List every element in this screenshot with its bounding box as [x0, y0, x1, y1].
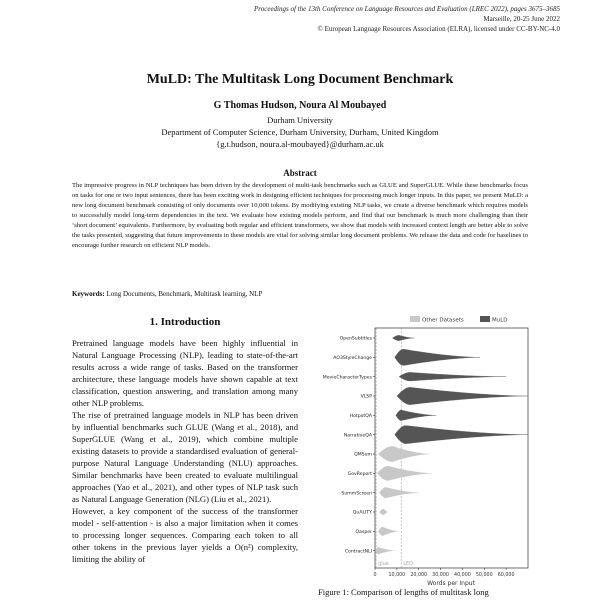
category-label: QMSum: [354, 452, 372, 458]
violin-VLSP: [397, 387, 528, 404]
violin-NarrativeQA: [395, 426, 528, 444]
keywords-label: Keywords:: [72, 290, 105, 298]
legend-label-muld: MuLD: [492, 317, 508, 324]
proceedings-line: Proceedings of the 13th Conference on Language Resources and Evaluation (LREC 2022), pages 3675–3685: [253, 5, 560, 13]
figure-caption: Figure 1: Comparison of lengths of multitask long: [318, 587, 489, 597]
violin-OpenSubtitles: [392, 335, 414, 340]
x-tick-label: 60,000: [497, 573, 515, 578]
violin-QMSum: [378, 446, 429, 461]
violin-Qasper: [378, 527, 399, 536]
x-tick-label: 30,000: [432, 573, 449, 578]
legend: [410, 316, 508, 324]
category-label: GovReport: [347, 472, 372, 478]
proceedings-header: [254, 4, 560, 34]
keywords-list: Long Documents, Benchmark, Multitask learning, NLP: [106, 290, 263, 298]
x-axis-label: Words per Input: [427, 580, 475, 587]
section-heading: 1. Introduction: [149, 316, 221, 328]
category-label: QuALITY: [352, 510, 372, 516]
affiliation-department: Department of Computer Science, Durham University, Durham, United Kingdom: [161, 127, 439, 137]
violin-chart: [318, 310, 530, 588]
category-label: MovieCharacterTypes: [322, 375, 372, 381]
category-label: AO3StyleChange: [333, 356, 372, 362]
violin-HotpotQA: [396, 410, 436, 421]
x-tick-label: 10,000: [388, 573, 406, 578]
category-label: SummScreen: [341, 491, 372, 497]
category-label: ContractNLI: [344, 549, 372, 555]
violin-AO3StyleChange: [395, 349, 480, 365]
x-tick-label: 20,000: [410, 573, 428, 578]
keywords: [72, 290, 262, 298]
venue-line: Marseille, 20-25 June 2022: [483, 15, 560, 23]
violin-MovieCharacterTypes: [399, 372, 506, 381]
license-line: © European Language Resources Association (ELRA), licensed under CC-BY-NC-4.0: [317, 25, 560, 33]
intro-paragraph-1: Pretrained language models have been highly influential in Natural Language Processing (NLP), leading to state-of-the-art results across a wide range of tasks. Based on the transformer architecture, these language models have shown capable at text classification, question answering, and translation among many other NLP problems.: [72, 338, 298, 408]
category-label: VLSP: [360, 394, 372, 400]
intro-column: [72, 337, 298, 565]
category-label: HotpotQA: [349, 414, 372, 420]
violin-SummScreen: [379, 487, 418, 498]
paper-authors: G Thomas Hudson, Noura Al Moubayed: [213, 100, 387, 111]
intro-paragraph-3: However, a key component of the success of the transformer model - self-attention - is also a major limitation when it comes to processing longer sequences. Comparing each token to all other tokens in the previous layer yields a O(n²) complexity, limiting the ability of: [72, 506, 298, 564]
legend-swatch-muld: [480, 316, 490, 322]
legend-swatch-other: [410, 316, 420, 322]
category-label: OpenSubtitles: [339, 336, 372, 342]
violin-ContractNLI: [376, 547, 395, 554]
reference-line-label: glue: [378, 561, 389, 567]
violin-GovReport: [377, 466, 432, 481]
author-emails: {g.t.hudson, noura.al-moubayed}@durham.ac.uk: [216, 139, 384, 149]
violin-QuALITY: [379, 509, 388, 515]
category-label: NarrativeQA: [343, 433, 372, 439]
paper-title: MuLD: The Multitask Long Document Benchmark: [146, 72, 454, 87]
affiliation-university: Durham University: [267, 115, 333, 125]
legend-label-other: Other Datasets: [422, 317, 464, 324]
intro-paragraph-2: The rise of pretrained language models in NLP has been driven by influential benchmarks such GLUE (Wang et al., 2018), and SuperGLUE (Wang et al., 2019), which combine multiple existing datasets to provide a standardised evaluation of general-purpose Natural Language Understanding (NLU) approaches. Similar benchmarks have been created to evaluate multilingual approaches (Yao et al., 2021), and other types of NLP task such as Natural Language Generation (NLG) (Liu et al., 2021).: [72, 410, 298, 504]
abstract-heading: Abstract: [283, 168, 317, 178]
x-tick-label: 0: [373, 573, 377, 578]
abstract-text: The impressive progress in NLP techniques has been driven by the development of multi-task benchmarks such as GLUE and SuperGLUE. While these benchmarks focus on tasks for one or two input sentences, there has been exciting work in designing efficient techniques for processing much longer inputs. In this paper, we present MuLD: a new long document benchmark consisting of only documents over 10,000 tokens. By modifying existing NLP tasks, we create a diverse benchmark which requires models to successfully model long-term dependencies in the text. We evaluate how existing models perform, and find that our benchmark is much more challenging than their ‘short document’ equivalents. Furthermore, by evaluating both regular and efficient transformers, we show that models with increased context length are better able to solve the tasks presented, suggesting that future improvements in these models are vital for solving similar long document problems. We release the data and code for baselines to encourage further research on efficient NLP models.: [72, 182, 528, 249]
category-label: Qasper: [355, 530, 372, 536]
x-tick-label: 50,000: [475, 573, 493, 578]
reference-line-label: LED: [403, 561, 414, 567]
x-tick-label: 40,000: [454, 573, 471, 578]
